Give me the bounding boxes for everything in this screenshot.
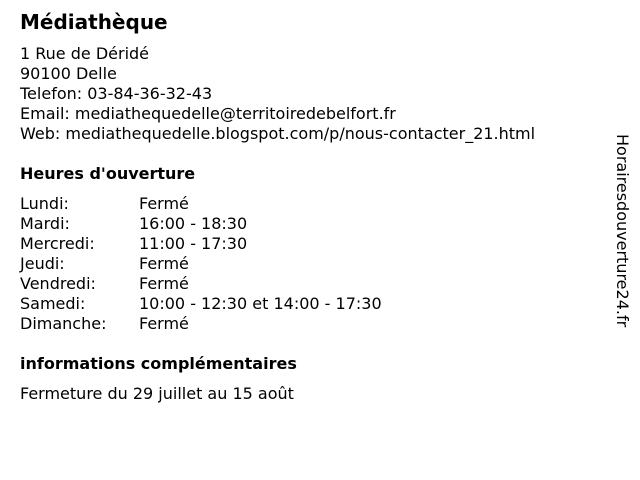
address-city: 90100 Delle xyxy=(20,64,117,83)
day-hours: Fermé xyxy=(139,194,189,213)
day-label: Vendredi: xyxy=(20,274,96,293)
day-hours: Fermé xyxy=(139,314,189,333)
address-phone: Telefon: 03-84-36-32-43 xyxy=(20,84,213,103)
day-hours: Fermé xyxy=(139,274,189,293)
page-title: Médiathèque xyxy=(20,10,168,34)
day-label: Mercredi: xyxy=(20,234,95,253)
day-hours: 11:00 - 17:30 xyxy=(139,234,248,253)
day-label: Samedi: xyxy=(20,294,86,313)
day-label: Dimanche: xyxy=(20,314,107,333)
day-label: Mardi: xyxy=(20,214,70,233)
info-text: Fermeture du 29 juillet au 15 août xyxy=(20,384,294,403)
hours-heading: Heures d'ouverture xyxy=(20,164,196,183)
day-hours: 16:00 - 18:30 xyxy=(139,214,248,233)
day-label: Lundi: xyxy=(20,194,69,213)
address-street: 1 Rue de Déridé xyxy=(20,44,150,63)
watermark-label: Horairesdouverture24.fr xyxy=(613,134,632,328)
day-hours: 10:00 - 12:30 et 14:00 - 17:30 xyxy=(139,294,382,313)
address-web: Web: mediathequedelle.blogspot.com/p/nous-contacter_21.html xyxy=(20,124,536,143)
address-email: Email: mediathequedelle@territoiredebelfort.fr xyxy=(20,104,396,123)
day-label: Jeudi: xyxy=(20,254,65,273)
day-hours: Fermé xyxy=(139,254,189,273)
info-heading: informations complémentaires xyxy=(20,354,297,373)
address-block xyxy=(20,44,535,144)
